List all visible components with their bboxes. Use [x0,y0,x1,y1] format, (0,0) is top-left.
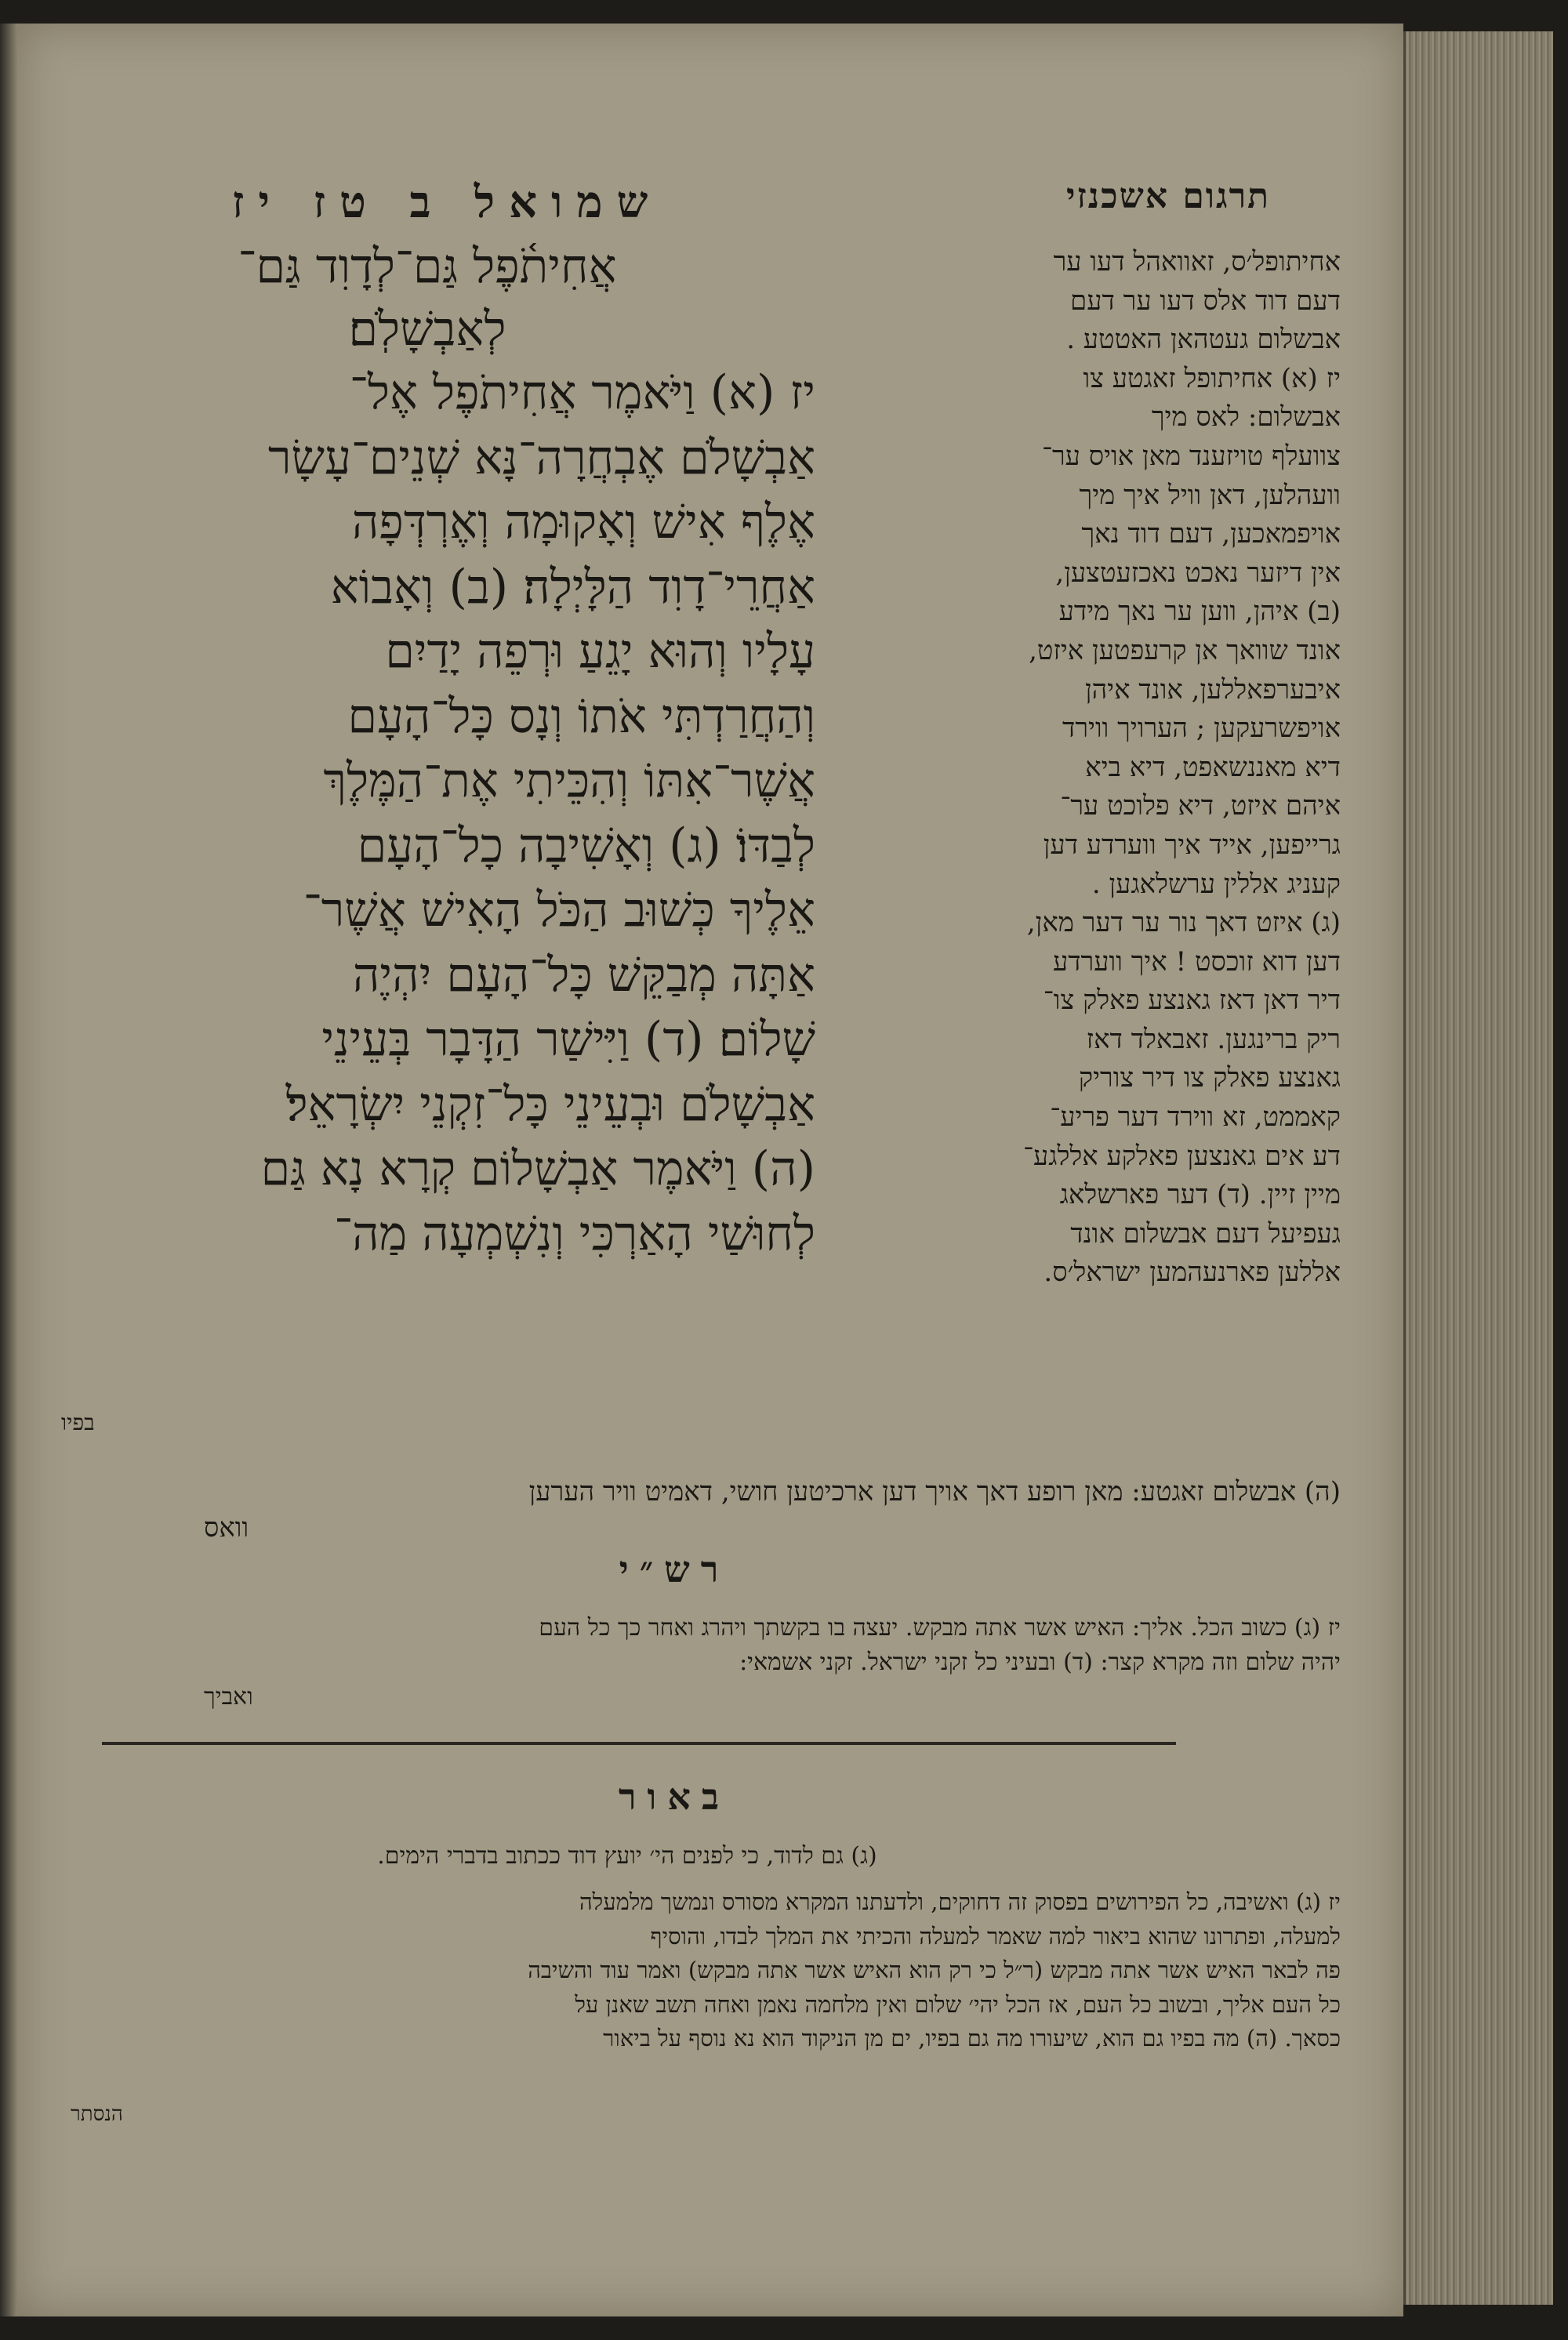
main-text-catchword: בפיו [61,1409,95,1435]
biur-catchword: הנסתר [71,2102,123,2126]
main-text-line: אֶלֶף אִישׁ וְאָקוּמָה וְאֶרְדְּפָה [351,495,815,550]
translation-line: אבשלום געטהאן האטטע . [1066,324,1341,356]
translation-line: דעם דוד אלס דעו ער דעם [1070,285,1341,317]
translation-line: גאנצע פאלק צו דיר צוריק [1078,1062,1341,1094]
translation-line: וועהלען, דאן וויל איך מיך [1079,479,1341,511]
translation-line: אויפמאכען, דעם דוד נאך [1081,518,1341,550]
translation-line: צוועלף טויזענד מאן אויס ער־ [1041,440,1341,472]
translation-line: אין דיזער נאכט נאכזעטצען, [1055,557,1341,589]
main-text-line: אַבְשָׁלֹם וּבְעֵינֵי כָּל־זִקְנֵי יִשְׂרָאֵל׃ [285,1076,815,1132]
biur-line: למעלה, ופתרונו שהוא ביאור למה שאמר למעלה והכיתי את המלך לבדו, והוסיף [650,1922,1341,1950]
main-text-line: אֵלֶיךָ כְּשׁוּב הַכֹּל הָאִישׁ אֲשֶׁר־ [303,883,815,938]
translation-line: (ג) איזט דאך נור ער דער מאן, [1026,907,1341,939]
main-text-line: (ה) וַיֹּאמֶר אַבְשָׁלוֹם קְרָא נָא גַּם [260,1141,815,1196]
translation-line: קאממט, זא ווירד דער פריע־ [1050,1101,1341,1134]
translation-line: דע אים גאנצען פאלקע אללגע־ [1022,1140,1341,1172]
book-spine-shadow [0,24,17,2316]
translation-line: איבערפאללען, אונד איהן [1084,673,1341,706]
translation-line: יז (א) אחיתופל זאגטע צו [1083,362,1341,394]
biur-subtitle: (ג) גם לדוד, כי לפנים הי׳ יועץ דוד ככתוב בדברי הימים. [377,1842,877,1870]
rashi-line: יז (ג) כשוב הכל. אליך: האיש אשר אתה מבקש. יעצה בו בקשתך ויהרג ואחר כך כל העם [539,1614,1341,1642]
translation-line: דען דוא זוכסט ! איך ווערדע [1052,945,1341,978]
translation-line: אחיתופל׳ס, זאוואהל דעו ער [1053,246,1341,278]
main-hebrew-text [39,235,815,1266]
translation-line: מיין זיין. (ד) דער פארשלאג [1059,1179,1341,1211]
page-edges [1403,31,1553,2305]
translation-line: גרייפען, אייד איך ווערדע דען [1043,829,1341,861]
main-text-line: אַבְשָׁלֹם אֶבְחֲרָה־נָּא שְׁנֵים־עָשָׂר [268,430,815,485]
main-text-line: לְבַדּוֹ׃ (ג) וְאָשִׁיבָה כָל־הָעָם [357,818,815,873]
translation-line: איהם איזט, דיא פלוכט ער־ [1060,790,1341,822]
rashi-line: יהיה שלום וזה מקרא קצר: (ד) ובעיני כל זקני ישראל. זקני אשמאי: [739,1649,1341,1676]
translation-continuation-line: וואס [204,1512,249,1544]
translation-column-title: תרגום אשכנזי [1065,176,1271,216]
translation-line: געפיעל דעם אבשלום אונד [1070,1217,1341,1250]
main-text-line: לְחוּשַׁי הָאַרְכִּי וְנִשְׁמְעָה מַה־ [334,1206,815,1261]
translation-line: אבשלום: לאס מיך [1151,401,1341,434]
main-text-line: שָׁלוֹם׃ (ד) וַיִּישַׁר הַדָּבָר בְּעֵינֵי [321,1012,815,1067]
main-text-line: אַתָּה מְבַקֵּשׁ כָּל־הָעָם יִהְיֶה [352,947,815,1003]
main-text-line: אַחֲרֵי־דָוִד הַלָּיְלָה׃ (ב) וְאָבוֹא [330,559,815,615]
main-text-line: עָלָיו וְהוּא יָגֵעַ וּרְפֵה יָדַיִם [385,624,815,679]
translation-continuation-line: (ה) אבשלום זאגטע: מאן רופע דאך אויך דען ארכיטען חושי, דאמיט וויר הערען [528,1476,1341,1507]
translation-line: דיא מאננשאפט, דיא ביא [1085,751,1341,783]
rashi-title: רש״י [619,1548,730,1591]
biur-commentary [204,1885,1341,2056]
section-divider [102,1742,1176,1745]
translation-continuation [204,1474,1341,1546]
translation-line: אללען פארנעהמען ישראל׳ס. [1044,1257,1341,1289]
biur-title: באור [618,1776,731,1818]
translation-column [972,243,1341,1293]
running-head-book-ref: שמואל ב טז יז [231,176,662,228]
biur-line: כל העם אליך, ובשוב כל העם, אז הכל יהי׳ שלום ואין מלחמה נאמן ואחה תשב שאנן על [575,1990,1341,2018]
rashi-commentary [204,1611,1341,1714]
biur-line: כסאך. (ה) מה בפיו גם הוא, שיעורו מה גם בפיו, ים מן הניקוד הוא נא נוסף על ביאור [603,2025,1341,2052]
main-text-line: וְהַחֲרַדְתִּי אֹתוֹ וְנָס כָּל־הָעָם [347,688,815,744]
translation-line: דיר דאן דאז גאנצע פאלק צו־ [1043,985,1341,1017]
main-text-heading-line: אֲחִיתֹ֫פֶל גַּם־לְדָוִד גַּם־ [238,239,617,294]
biur-line: יז (ג) ואשיבה, כל הפירושים בפסוק זה דחוקים, ולדעתנו המקרא מסורס ונמשך מלמעלה [579,1888,1341,1915]
rashi-catchword: ואביך [204,1683,253,1711]
main-text-line: יז (א) וַיֹּאמֶר אֲחִיתֹפֶל אֶל־ [349,365,815,420]
main-text-heading-line: לְאַבְשָׁלֹֽם׃ [348,302,506,357]
translation-line: ריק ברינגען. זאבאלד דאז [1086,1023,1341,1055]
translation-line: קעניג אללין ערשלאגען . [1091,868,1341,900]
translation-line: אונד שוואך אן קרעפטען איזט, [1029,634,1341,666]
main-text-line: אֲשֶׁר־אִתּוֹ וְהִכֵּיתִי אֶת־הַמֶּלֶךְ [323,753,815,808]
translation-line: (ב) איהן, ווען ער נאך מידע [1058,596,1341,628]
biur-line: פה לבאר האיש אשר אתה מבקש (ר״ל כי רק הוא האיש אשר אתה מבקש) ואמר עוד והשיבה [528,1957,1341,1983]
translation-line: אויפשרעקען ; הערויך ווירד [1062,713,1341,745]
